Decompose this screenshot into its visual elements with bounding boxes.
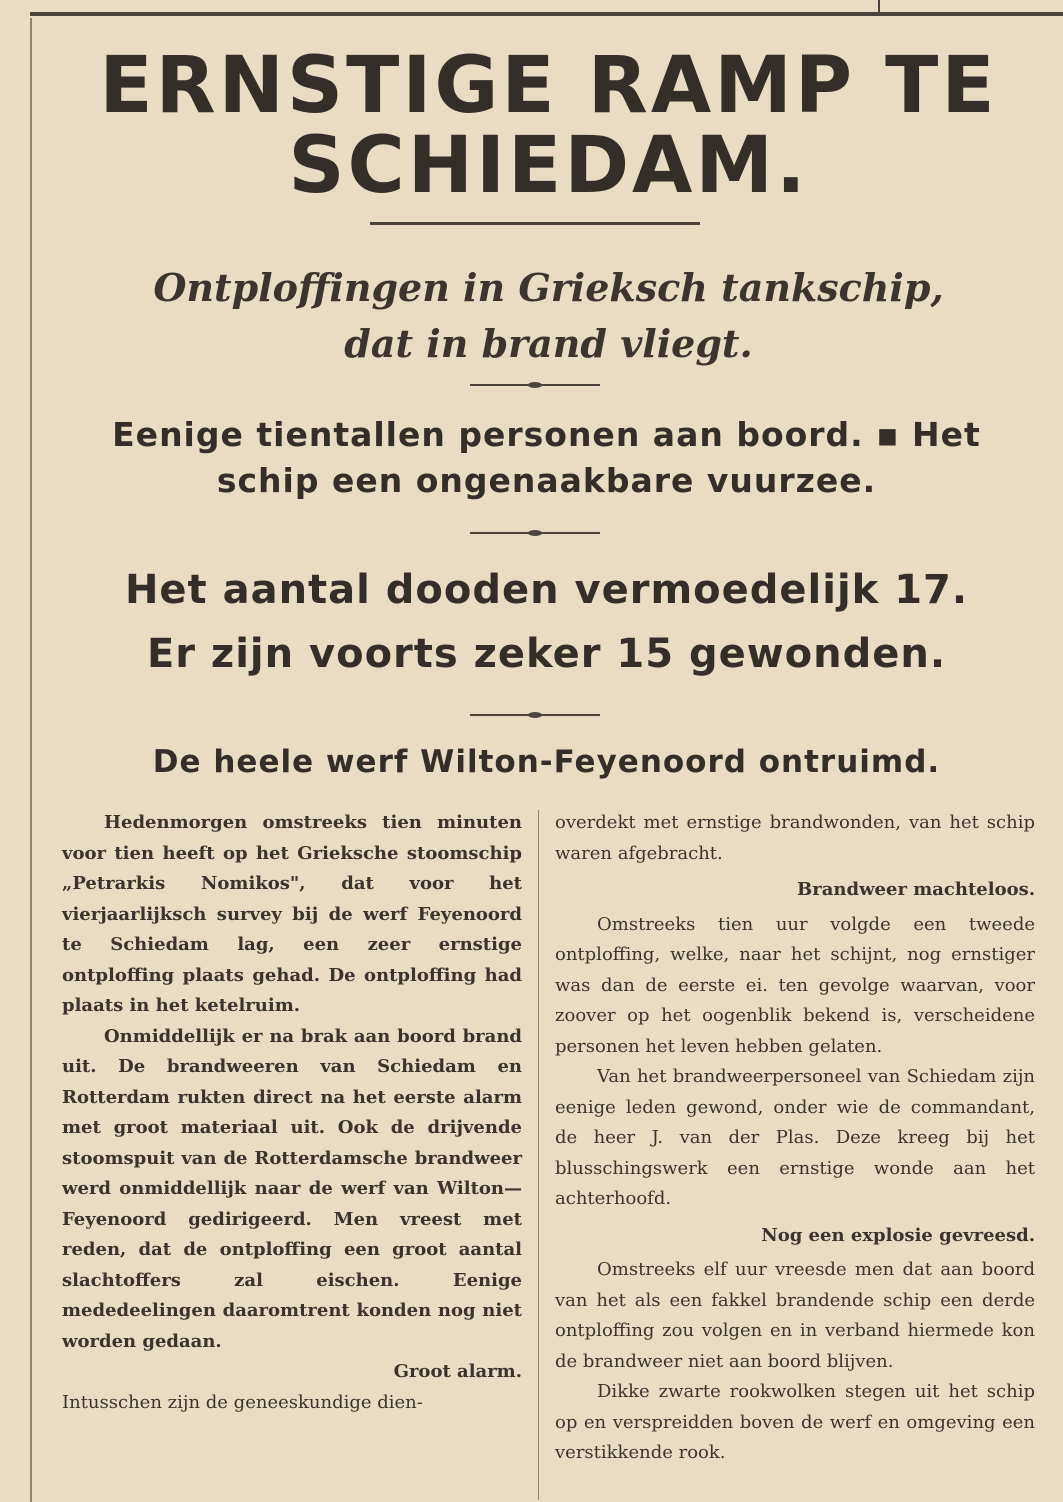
article-paragraph: Omstreeks elf uur vreesde men dat aan boord van het als een fakkel brandende schip een derde ontploffing zou volgen en in verband hiermede kon de brandweer niet aan boord blijven. [555,1259,1035,1372]
headline [34,41,1063,216]
article-column-left [62,808,522,1418]
subheadline-ship-line-1: Ontploffingen in Grieksch tankschip, [153,265,944,310]
divider-rule-2 [470,532,600,534]
section-heading-explosie: Nog een explosie gevreesd. [761,1224,1035,1246]
subheadline-shipyard: De heele werf Wilton-Feyenoord ontruimd. [152,744,941,780]
headline-rule [370,222,700,225]
subheadline-ship [34,260,1063,372]
article-paragraph: Omstreeks tien uur volgde een tweede ontploffing, welke, naar het schijnt, nog ernstiger was dan de eerste ei. ten gevolge waarvan, voor zoover op het oogenblik bekend is, verscheidene personen het leven hebben gelaten. [555,913,1035,1057]
divider-rule-3 [470,714,600,716]
top-border-line [30,12,1063,16]
column-divider [538,810,539,1500]
top-frame-corner [878,0,880,14]
divider-rule-1 [470,384,600,386]
subheadline-casualties-line-2: Er zijn voorts zeker 15 gewonden. [146,631,947,677]
article-column-right [555,808,1035,1469]
article-paragraph: Van het brandweerpersoneel van Schiedam zijn eenige leden gewond, onder wie de commandant, de heer J. van der Plas. Deze kreeg bij het blusschingswerk een ernstige wonde aan het achterhoofd. [555,1066,1035,1209]
subheadline-casualties [30,558,1063,686]
subheadline-casualties-line-1: Het aantal dooden vermoedelijk 17. [124,567,969,613]
headline-line-2: SCHIEDAM. [288,121,809,211]
article-paragraph: Onmiddellijk er na brak aan boord brand uit. De brandweeren van Schiedam en Rotterdam rukten direct na het eerste alarm met groot materiaal uit. Ook de drijvende stoomspuit van de Rotterdamsche brandweer werd onmiddellijk naar de werf van Wilton—Feyenoord gedirigeerd. Men vreest met reden, dat de ontploffing een groot aantal slachtoffers zal eischen. Eenige mededeelingen daaromtrent konden nog niet worden gedaan. [62,1025,522,1352]
subheadline-persons-line-2: schip een ongenaakbare vuurzee. [216,461,877,500]
article-paragraph: overdekt met ernstige brandwonden, van het schip waren afgebracht. [555,812,1035,864]
article-paragraph: Dikke zwarte rookwolken stegen uit het schip op en verspreidden boven de werf en omgeving een verstikkende rook. [555,1381,1035,1463]
subheadline-ship-line-2: dat in brand vliegt. [344,321,753,366]
article-paragraph: Hedenmorgen omstreeks tien minuten voor tien heeft op het Grieksche stoomschip „Petrarkis Nomikos", dat voor het vierjaarlijksch survey bij de werf Feyenoord te Schiedam lag, een zeer ernstige ontploffing plaats gehad. De ontploffing had plaats in het ketelruim. [62,812,522,1016]
article-paragraph: Intusschen zijn de geneeskundige dien- [62,1391,423,1413]
headline-line-1: ERNSTIGE RAMP TE [99,41,998,131]
section-heading-brandweer: Brandweer machteloos. [797,879,1035,900]
subheadline-persons-line-1: Eenige tientallen personen aan boord. ▪ Het [112,415,981,454]
subheadline-persons [30,412,1063,504]
section-heading-groot-alarm: Groot alarm. [393,1361,522,1382]
